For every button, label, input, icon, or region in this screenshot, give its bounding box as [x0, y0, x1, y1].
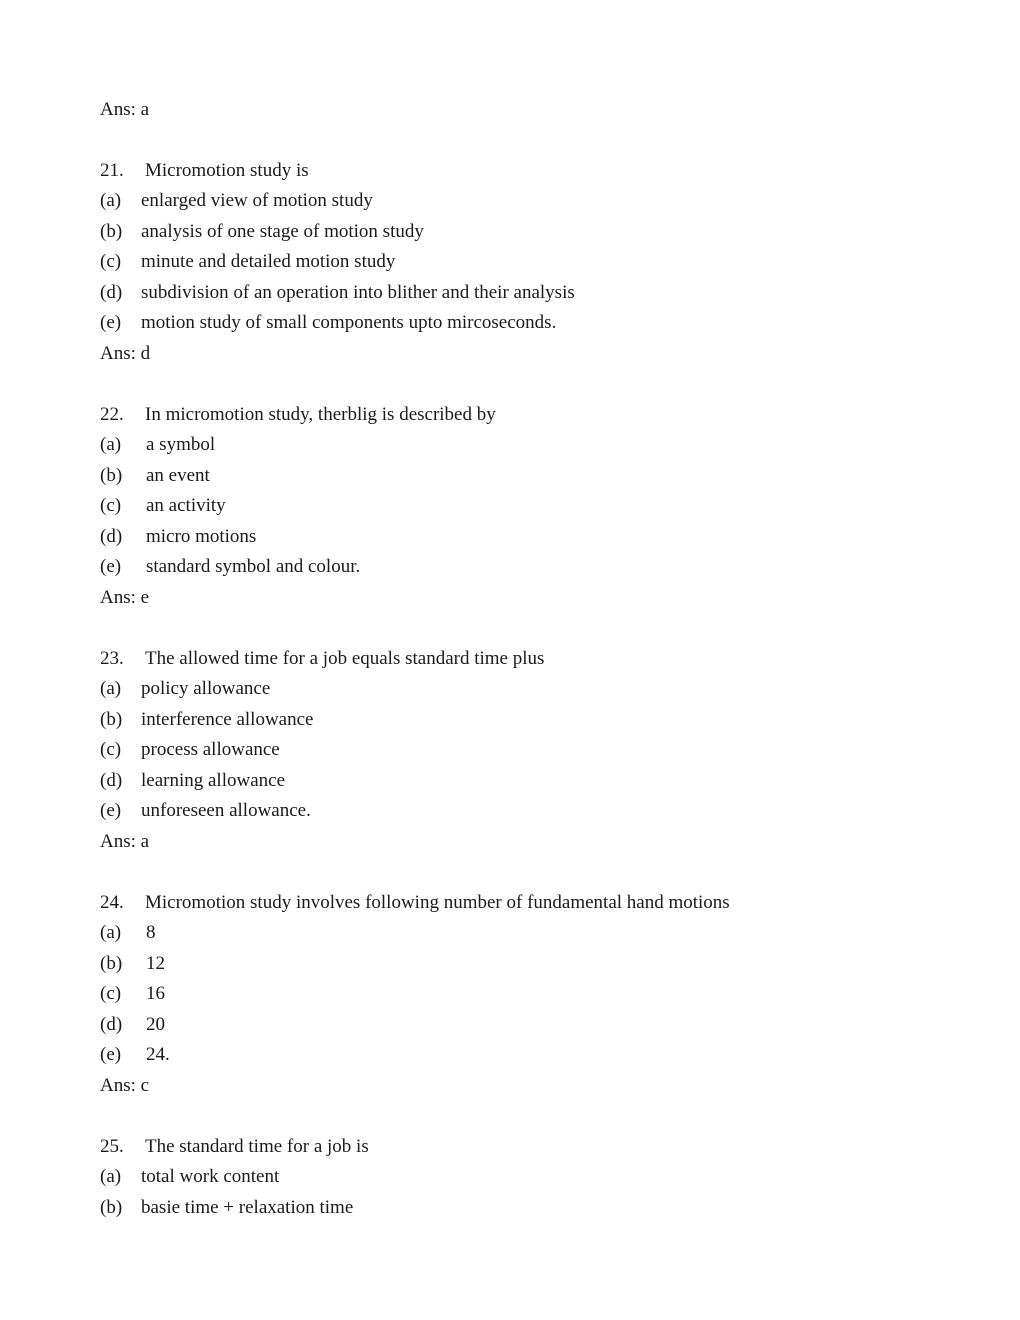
- option-label: (b): [100, 953, 123, 974]
- question-stem: [100, 402, 496, 428]
- option-text: 12: [146, 953, 165, 974]
- question-number: 21.: [100, 160, 124, 181]
- question-number: 25.: [100, 1136, 124, 1157]
- option-label: (a): [100, 1166, 122, 1187]
- option-label: (d): [100, 1014, 123, 1035]
- option-label: (c): [100, 983, 122, 1004]
- question-text: Micromotion study involves following number of fundamental hand motions: [145, 892, 730, 913]
- question-text: The standard time for a job is: [145, 1136, 369, 1157]
- answer-line: Ans: e: [100, 587, 150, 608]
- answer-line: Ans: c: [100, 1075, 150, 1096]
- option-text: 16: [146, 983, 165, 1004]
- question-stem: [100, 890, 730, 916]
- option-line: [100, 310, 556, 336]
- option-text: unforeseen allowance.: [141, 800, 311, 821]
- option-label: (d): [100, 770, 123, 791]
- option-text: process allowance: [141, 739, 280, 760]
- option-text: total work content: [141, 1166, 280, 1187]
- option-label: (a): [100, 678, 122, 699]
- option-line: [100, 951, 165, 977]
- answer-line: Ans: a: [100, 831, 150, 852]
- option-line: [100, 981, 165, 1007]
- option-label: (e): [100, 1044, 122, 1065]
- option-text: 24.: [146, 1044, 170, 1065]
- option-label: (c): [100, 739, 122, 760]
- option-line: [100, 768, 285, 794]
- option-line: [100, 249, 395, 275]
- option-label: (a): [100, 434, 122, 455]
- question-stem: [100, 1134, 369, 1160]
- question-stem: [100, 646, 544, 672]
- option-text: standard symbol and colour.: [146, 556, 361, 577]
- option-line: [100, 280, 575, 306]
- option-line: [100, 493, 226, 519]
- option-label: (e): [100, 312, 122, 333]
- document-page: [100, 0, 980, 1320]
- option-label: (d): [100, 282, 123, 303]
- option-label: (d): [100, 526, 123, 547]
- option-line: [100, 707, 313, 733]
- option-text: subdivision of an operation into blither and their analysis: [141, 282, 575, 303]
- option-line: [100, 676, 270, 702]
- option-text: policy allowance: [141, 678, 271, 699]
- option-text: enlarged view of motion study: [141, 190, 373, 211]
- option-text: analysis of one stage of motion study: [141, 221, 424, 242]
- question-text: Micromotion study is: [145, 160, 309, 181]
- option-text: an activity: [146, 495, 226, 516]
- option-text: 8: [146, 922, 156, 943]
- question-text: In micromotion study, therblig is described by: [145, 404, 496, 425]
- option-text: learning allowance: [141, 770, 286, 791]
- option-label: (a): [100, 190, 122, 211]
- option-text: 20: [146, 1014, 165, 1035]
- option-line: [100, 737, 280, 763]
- option-line: [100, 432, 215, 458]
- question-number: 24.: [100, 892, 124, 913]
- option-line: [100, 554, 360, 580]
- option-label: (b): [100, 709, 123, 730]
- option-line: [100, 1042, 170, 1068]
- option-label: (e): [100, 800, 122, 821]
- question-number: 23.: [100, 648, 124, 669]
- option-line: [100, 219, 424, 245]
- option-label: (b): [100, 221, 123, 242]
- answer-line: Ans: d: [100, 343, 151, 364]
- option-text: a symbol: [146, 434, 216, 455]
- option-line: [100, 1012, 165, 1038]
- option-label: (e): [100, 556, 122, 577]
- option-line: [100, 188, 373, 214]
- option-label: (c): [100, 495, 122, 516]
- option-line: [100, 1164, 279, 1190]
- option-label: (a): [100, 922, 122, 943]
- option-label: (b): [100, 1197, 123, 1218]
- option-line: [100, 463, 210, 489]
- option-text: micro motions: [146, 526, 257, 547]
- option-text: minute and detailed motion study: [141, 251, 396, 272]
- answer-line: Ans: a: [100, 99, 150, 120]
- question-number: 22.: [100, 404, 124, 425]
- option-line: [100, 524, 256, 550]
- option-text: interference allowance: [141, 709, 314, 730]
- option-line: [100, 1195, 353, 1221]
- option-label: (b): [100, 465, 123, 486]
- question-stem: [100, 158, 309, 184]
- option-line: [100, 798, 311, 824]
- option-label: (c): [100, 251, 122, 272]
- option-line: [100, 920, 156, 946]
- option-text: an event: [146, 465, 210, 486]
- option-text: motion study of small components upto mircoseconds.: [141, 312, 557, 333]
- option-text: basie time + relaxation time: [141, 1197, 354, 1218]
- question-text: The allowed time for a job equals standard time plus: [145, 648, 545, 669]
